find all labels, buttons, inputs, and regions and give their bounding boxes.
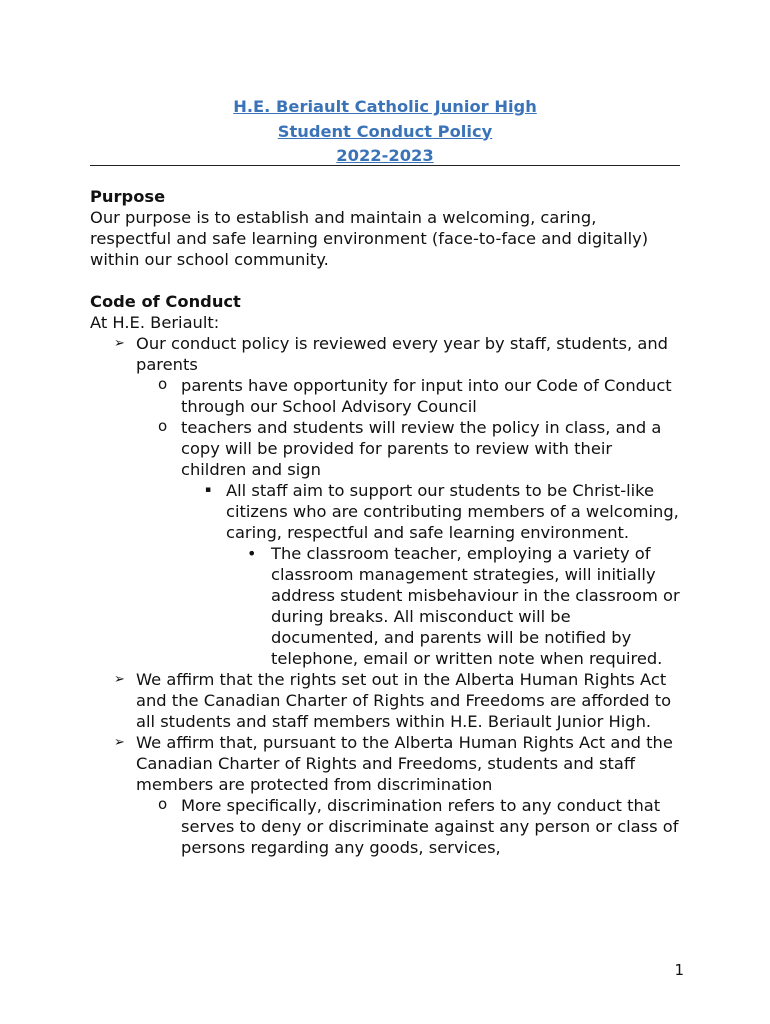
list-item-text: parents have opportunity for input into our Code of Conduct through our School Advisory Council xyxy=(181,376,672,416)
circle-bullet-icon: o xyxy=(158,795,168,813)
spacer xyxy=(90,270,680,291)
conduct-intro: At H.E. Beriault: xyxy=(90,313,220,332)
list-item-text: More specifically, discrimination refers to any conduct that serves to deny or discriminate against any person or class of persons regarding any goods, services, xyxy=(181,796,679,857)
list-item-text: The classroom teacher, employing a variety of classroom management strategies, will initially address student misbehaviour in the classroom or during breaks. All misconduct will be documented, and parents will be notified by telephone, email or written note when required. xyxy=(271,544,680,668)
list-item xyxy=(90,375,680,417)
list-item-text: All staff aim to support our students to be Christ-like citizens who are contributing members of a welcoming, caring, respectful and safe learning environment. xyxy=(226,481,679,542)
list-item-text: teachers and students will review the policy in class, and a copy will be provided for parents to review with their children and sign xyxy=(181,418,662,479)
list-item-text: Our conduct policy is reviewed every year by staff, students, and parents xyxy=(136,334,668,374)
circle-bullet-icon: o xyxy=(158,417,168,435)
document-header xyxy=(90,95,680,169)
document-body xyxy=(90,186,680,858)
circle-bullet-icon: o xyxy=(158,375,168,393)
list-item xyxy=(90,333,680,375)
list-item-text: We affirm that the rights set out in the Alberta Human Rights Act and the Canadian Charter of Rights and Freedoms are afforded to all students and staff members within H.E. Beriault Junior High. xyxy=(136,670,672,731)
square-bullet-icon: ▪ xyxy=(205,485,212,495)
purpose-text: Our purpose is to establish and maintain a welcoming, caring, respectful and safe learning environment (face-to-face and digitally) within our school community. xyxy=(90,208,649,269)
list-item xyxy=(90,417,680,480)
arrow-bullet-icon: ➢ xyxy=(114,672,125,687)
list-item xyxy=(90,795,680,858)
school-year-link[interactable]: 2022-2023 xyxy=(336,146,434,165)
purpose-heading: Purpose xyxy=(90,187,166,206)
page-number: 1 xyxy=(674,961,684,979)
policy-title-link[interactable]: Student Conduct Policy xyxy=(277,121,493,141)
school-name-link[interactable]: H.E. Beriault Catholic Junior High xyxy=(233,97,537,116)
arrow-bullet-icon: ➢ xyxy=(114,735,125,750)
list-item xyxy=(90,669,680,732)
dot-bullet-icon: • xyxy=(247,544,257,563)
list-item xyxy=(90,480,680,543)
arrow-bullet-icon: ➢ xyxy=(114,336,125,351)
list-item xyxy=(90,543,680,669)
header-divider xyxy=(90,165,680,166)
conduct-heading: Code of Conduct xyxy=(90,292,241,311)
list-item-text: We affirm that, pursuant to the Alberta Human Rights Act and the Canadian Charter of Rights and Freedoms, students and staff members are protected from discrimination xyxy=(136,733,673,794)
list-item xyxy=(90,732,680,795)
